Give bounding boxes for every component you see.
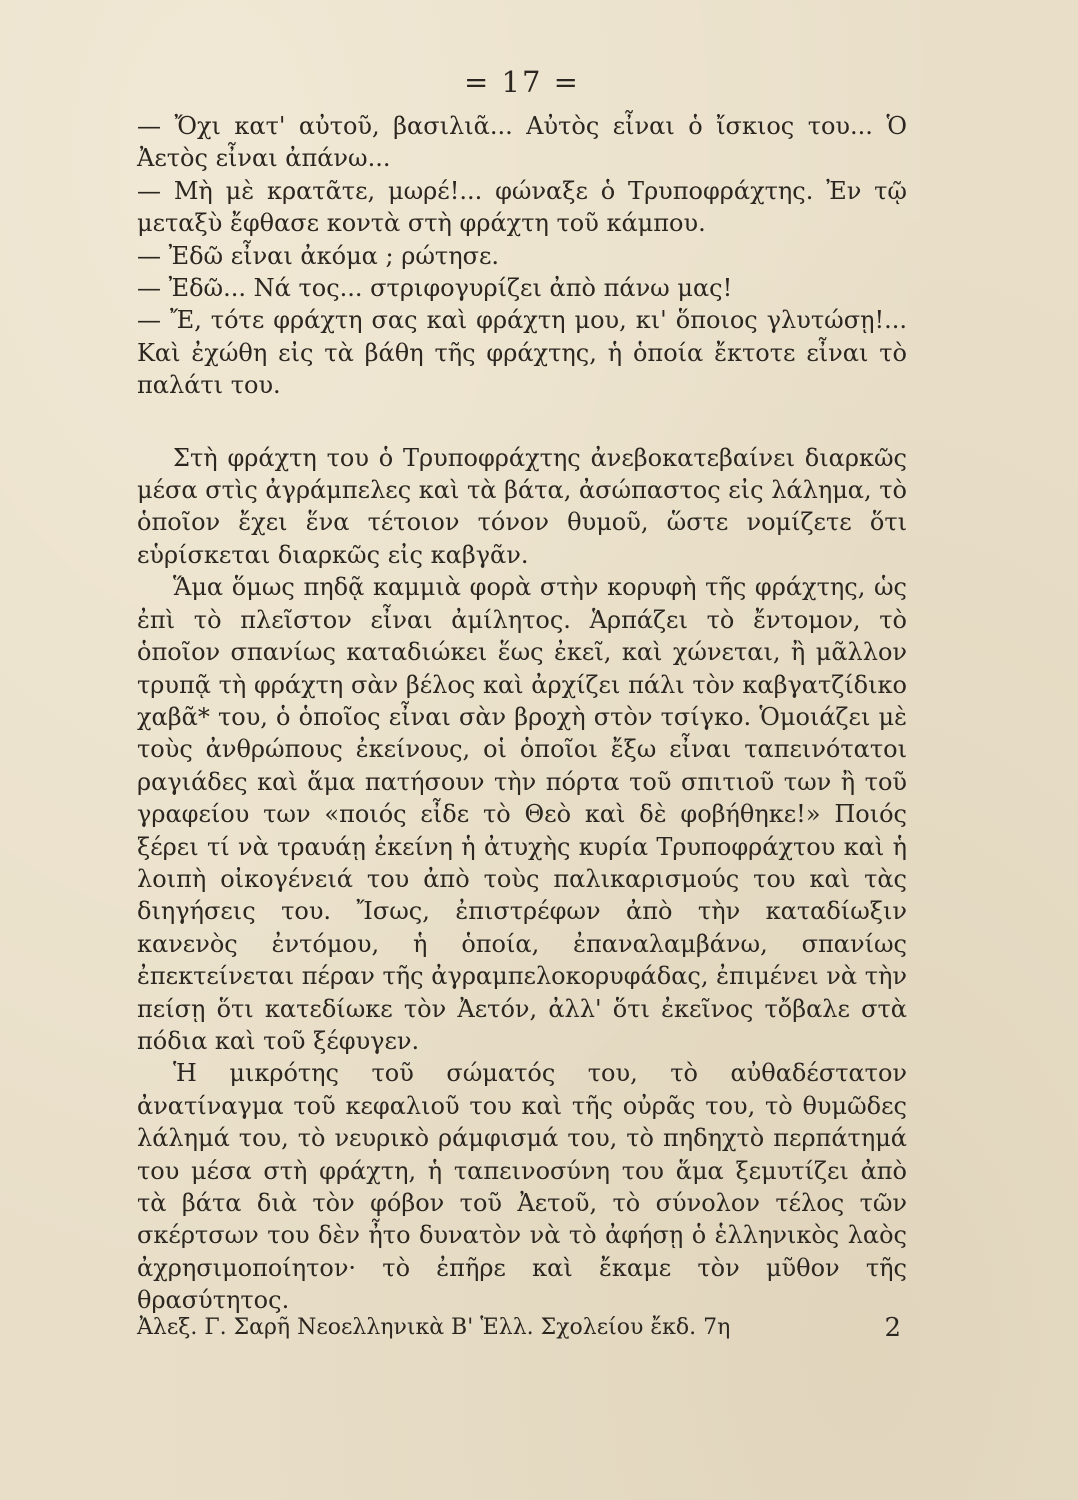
- dialogue-line: — Μὴ μὲ κρατᾶτε, μωρέ!... φώναξε ὁ Τρυποφράχτης. Ἐν τῷ μεταξὺ ἔφθασε κοντὰ στὴ φράχτη τοῦ κάμπου.: [137, 176, 907, 238]
- dialogue-line: — Ὄχι κατ' αὐτοῦ, βασιλιᾶ... Αὐτὸς εἶναι ὁ ἴσκιος του... Ὁ Ἀετὸς εἶναι ἀπάνω...: [137, 112, 907, 173]
- paragraph: Στὴ φράχτη του ὁ Τρυποφράχτης ἀνεβοκατεβαίνει διαρκῶς μέσα στὶς ἀγράμπελες καὶ τὰ βάτα, ἀσώπαστος εἰς λάλημα, τὸ ὁποῖον ἔχει ἕνα τέτοιον τόνον θυμοῦ, ὥστε νομίζετε ὅτι εὑρίσκεται διαρκῶς εἰς καβγᾶν.: [137, 443, 907, 569]
- body-text: [137, 110, 907, 1317]
- dialogue-line: — Ἐδῶ εἶναι ἀκόμα ; ρώτησε.: [137, 241, 500, 270]
- footer-citation: Ἀλεξ. Γ. Σαρῆ Νεοελληνικὰ Β' Ἑλλ. Σχολείου ἔκδ. 7η: [137, 1315, 731, 1340]
- dialogue-line: — Ἔ, τότε φράχτη σας καὶ φράχτη μου, κι' ὅποιος γλυτώσῃ!... Καὶ ἐχώθη εἰς τὰ βάθη τῆς φράχτης, ἡ ὁποία ἔκτοτε εἶναι τὸ παλάτι του.: [137, 306, 907, 400]
- paragraph-gap: [137, 402, 907, 442]
- dialogue-line: — Ἐδῶ... Νά τος... στριφογυρίζει ἀπὸ πάνω μας!: [137, 274, 733, 303]
- signature-mark: 2: [884, 1313, 901, 1343]
- paragraph: Ἡ μικρότης τοῦ σώματός του, τὸ αὐθαδέστατον ἀνατίναγμα τοῦ κεφαλιοῦ του καὶ τῆς οὐρᾶς του, τὸ θυμῶδες λάλημά του, τὸ νευρικὸ ράμφισμά του, τὸ πηδηχτὸ περπάτημά του μέσα στὴ φράχτη, ἡ ταπεινοσύνη του ἅμα ξεμυτίζει ἀπὸ τὰ βάτα διὰ τὸν φόβον τοῦ Ἀετοῦ, τὸ σύνολον τέλος τῶν σκέρτσων του δὲν ἦτο δυνατὸν νὰ τὸ ἀφήσῃ ὁ ἑλληνικὸς λαὸς ἀχρησιμοποίητον· τὸ ἐπῆρε καὶ ἔκαμε τὸν μῦθον τῆς θρασύτητος.: [137, 1059, 907, 1315]
- page-footer: [137, 1308, 907, 1348]
- paragraph: Ἅμα ὅμως πηδᾷ καμμιὰ φορὰ στὴν κορυφὴ τῆς φράχτης, ὡς ἐπὶ τὸ πλεῖστον εἶναι ἀμίλητος. Ἁρπάζει τὸ ἔντομον, τὸ ὁποῖον σπανίως καταδιώκει ἕως ἐκεῖ, καὶ χώνεται, ἢ μᾶλλον τρυπᾷ τὴ φράχτη σὰν βέλος καὶ ἀρχίζει πάλι τὸν καβγατζίδικο χαβᾶ* του, ὁ ὁποῖος εἶναι σὰν βροχὴ στὸν τσίγκο. Ὁμοιάζει μὲ τοὺς ἀνθρώπους ἐκείνους, οἱ ὁποῖοι ἔξω εἶναι ταπεινότατοι ραγιάδες καὶ ἅμα πατήσουν τὴν πόρτα τοῦ σπιτιοῦ των ἢ τοῦ γραφείου των «ποιός εἶδε τὸ Θεὸ καὶ δὲ φοβήθηκε!» Ποιός ξέρει τί νὰ τραυάῃ ἐκείνη ἡ ἀτυχὴς κυρία Τρυποφράχτου καὶ ἡ λοιπὴ οἰκογένειά του ἀπὸ τοὺς παλικαρισμούς του καὶ τὰς διηγήσεις του. Ἴσως, ἐπιστρέφων ἀπὸ τὴν καταδίωξιν κανενὸς ἐντόμου, ἡ ὁποία, ἐπαναλαμβάνω, σπανίως ἐπεκτείνεται πέραν τῆς ἀγραμπελοκορυφάδας, ἐπιμένει νὰ τὴν πείσῃ ὅτι κατεδίωκε τὸν Ἀετόν, ἀλλ' ὅτι ἐκεῖνος τὄβαλε στὰ πόδια καὶ τοῦ ξέφυγεν.: [137, 573, 907, 1055]
- page-number: = 17 =: [464, 65, 580, 99]
- page: [137, 62, 907, 1317]
